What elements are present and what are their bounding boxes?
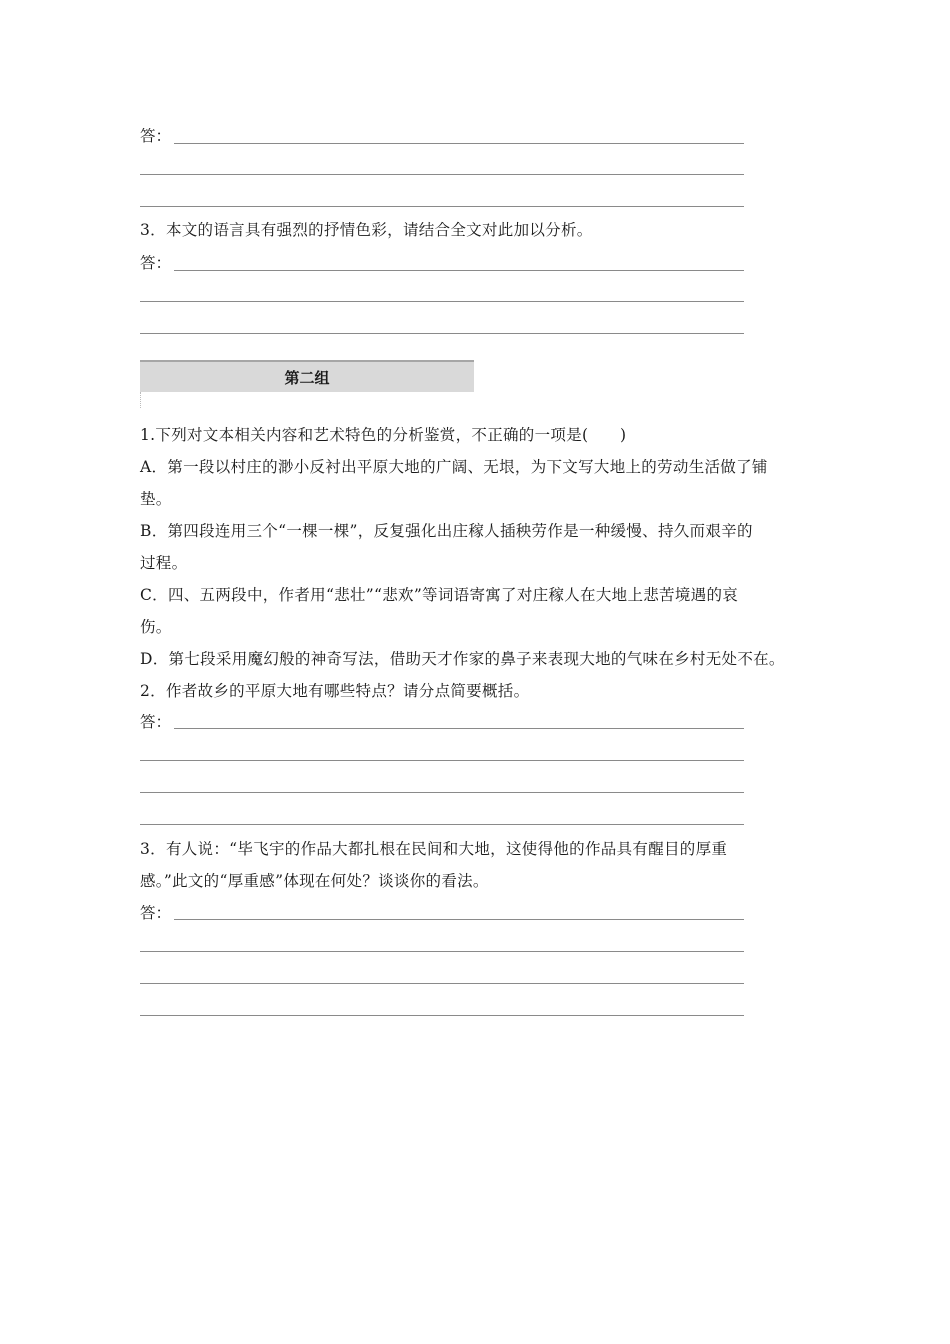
- answer-line[interactable]: [140, 760, 744, 761]
- group-title: 第二组: [284, 368, 330, 387]
- answer-line[interactable]: [140, 824, 744, 825]
- option-c-cont: 伤。: [140, 618, 172, 636]
- answer-label: 答：: [140, 713, 172, 731]
- option-a: A．第一段以村庄的渺小反衬出平原大地的广阔、无垠，为下文写大地上的劳动生活做了铺: [140, 458, 768, 476]
- question-3-group2-cont: 感。”此文的“厚重感”体现在何处？谈谈你的看法。: [140, 872, 489, 890]
- option-b-cont: 过程。: [140, 554, 188, 572]
- answer-line[interactable]: [174, 270, 744, 271]
- option-d: D．第七段采用魔幻般的神奇写法，借助天才作家的鼻子来表现大地的气味在乡村无处不在。: [140, 650, 785, 668]
- option-b: B．第四段连用三个“一棵一棵”，反复强化出庄稼人插秧劳作是一种缓慢、持久而艰辛的: [140, 522, 753, 540]
- answer-line[interactable]: [140, 983, 744, 984]
- answer-line[interactable]: [140, 301, 744, 302]
- option-a-cont: 垫。: [140, 490, 172, 508]
- question-3-group2: 3．有人说：“毕飞宇的作品大都扎根在民间和大地，这使得他的作品具有醒目的厚重: [140, 840, 728, 858]
- answer-line[interactable]: [174, 919, 744, 920]
- group-2-header: [140, 360, 474, 392]
- answer-label: 答：: [140, 254, 172, 272]
- answer-line[interactable]: [174, 143, 744, 144]
- answer-line[interactable]: [140, 792, 744, 793]
- option-c: C．四、五两段中，作者用“悲壮”“悲欢”等词语寄寓了对庄稼人在大地上悲苦境遇的哀: [140, 586, 739, 604]
- answer-line[interactable]: [140, 206, 744, 207]
- answer-line[interactable]: [174, 728, 744, 729]
- answer-label: 答：: [140, 127, 172, 145]
- question-1: 1.下列对文本相关内容和艺术特色的分析鉴赏，不正确的一项是( ): [140, 426, 627, 444]
- divider: [140, 392, 141, 408]
- answer-line[interactable]: [140, 951, 744, 952]
- answer-label: 答：: [140, 904, 172, 922]
- question-3: 3．本文的语言具有强烈的抒情色彩，请结合全文对此加以分析。: [140, 221, 593, 239]
- question-2: 2．作者故乡的平原大地有哪些特点？请分点简要概括。: [140, 682, 530, 700]
- answer-line[interactable]: [140, 333, 744, 334]
- answer-line[interactable]: [140, 174, 744, 175]
- answer-line[interactable]: [140, 1015, 744, 1016]
